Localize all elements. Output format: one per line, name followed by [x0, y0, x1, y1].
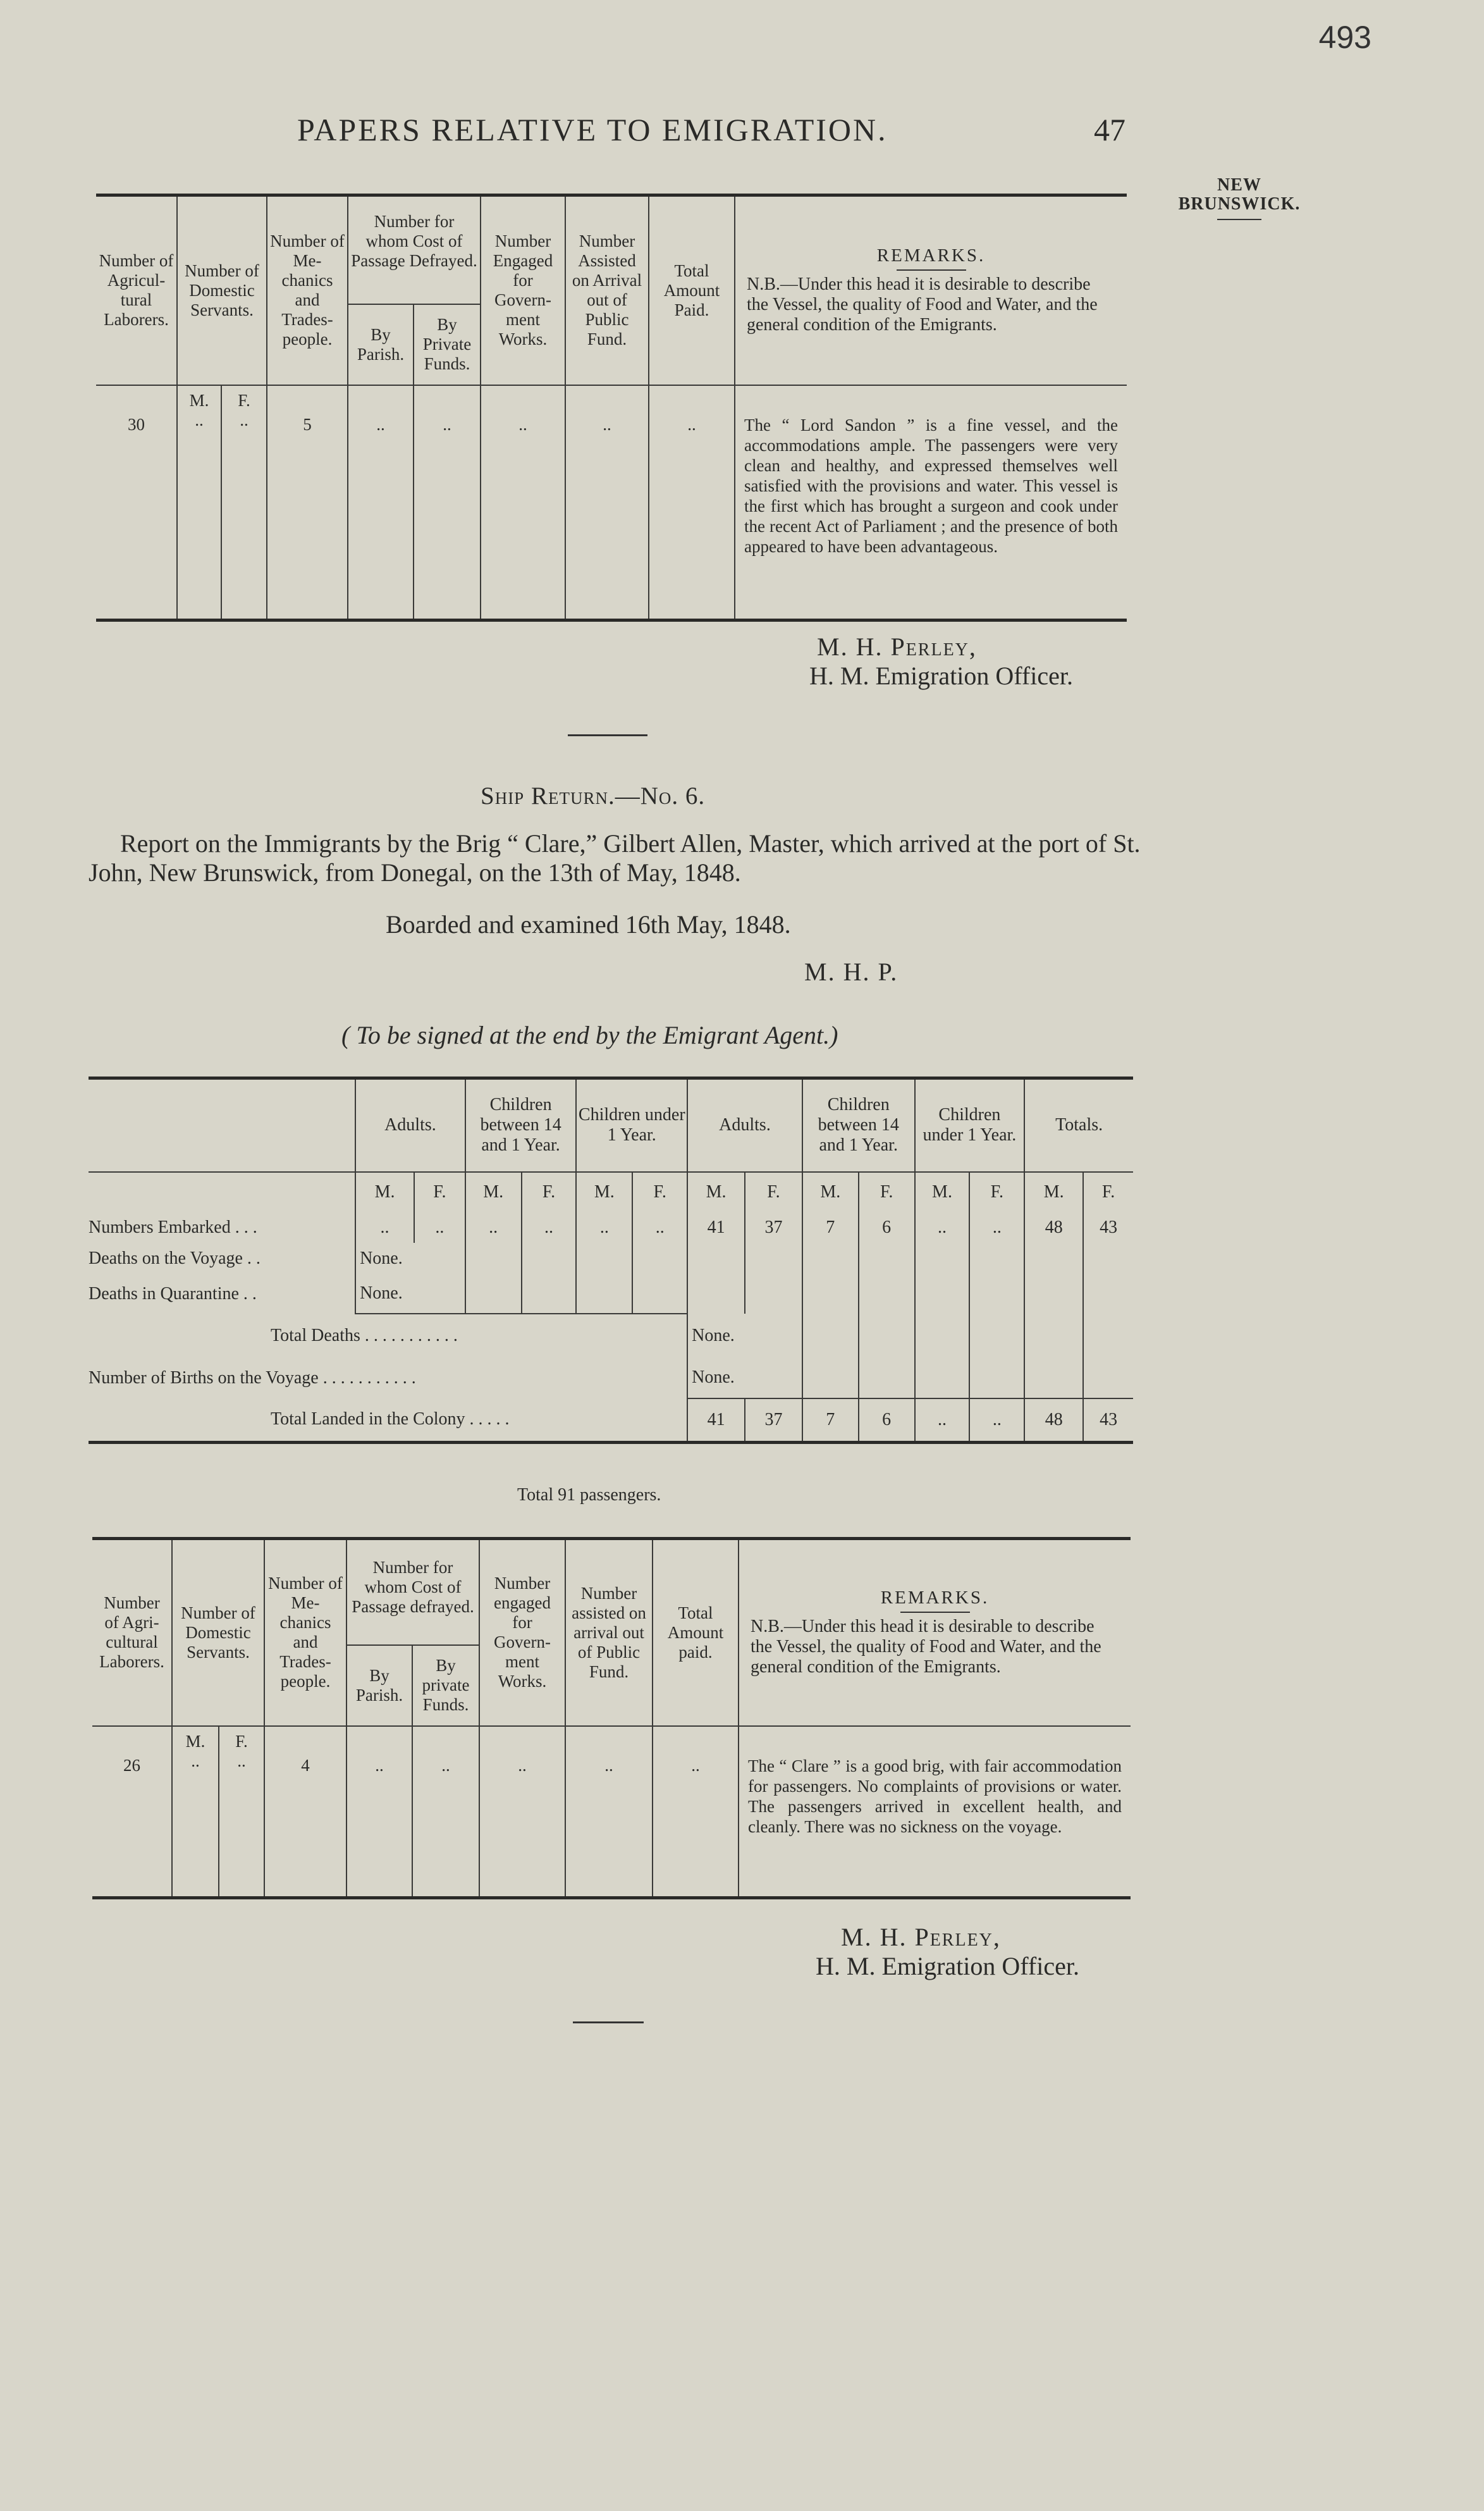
- sub-header: F.: [1083, 1172, 1133, 1212]
- cell-domestic-m-value: ..: [191, 1751, 200, 1770]
- stat-cell: 37: [745, 1212, 802, 1243]
- cell-domestic-m: [177, 385, 221, 620]
- col-passage: Number for whom Cost of Passage defrayed.: [346, 1539, 479, 1645]
- sub-header: F.: [745, 1172, 802, 1212]
- sub-header: M.: [355, 1172, 414, 1212]
- stat-cell: ..: [915, 1398, 970, 1443]
- col-total-amount: Total Amount paid.: [653, 1539, 739, 1726]
- signature-2: [816, 1923, 1079, 1981]
- signature-1-name: M. H. Perley,: [817, 632, 977, 661]
- col-mechanics: Number of Me-chanics and Trades-people.: [264, 1539, 346, 1726]
- cell-agri: 26: [123, 1755, 140, 1775]
- initials: M. H. P.: [804, 958, 898, 986]
- row-births: [89, 1358, 1133, 1398]
- remarks-nb: N.B.—Under this head it is desirable to describe the Vessel, the quality of Food and Water, and the general condition of the Emigrants.: [747, 274, 1098, 335]
- side-note-rule: [1217, 219, 1261, 220]
- total-deaths-value: None.: [687, 1314, 802, 1358]
- stat-cell: 7: [802, 1212, 859, 1243]
- stat-cell: 6: [859, 1212, 915, 1243]
- stat-cell: 37: [745, 1398, 802, 1443]
- cell-private: ..: [412, 1726, 479, 1898]
- col-engaged: Number Engaged for Govern-ment Works.: [481, 195, 565, 385]
- stat-cell: 48: [1024, 1398, 1083, 1443]
- row-label: Number of Births on the Voyage . . . . . . . . . . .: [89, 1367, 416, 1388]
- sub-header-blank: [89, 1172, 355, 1212]
- col-by-parish: By Parish.: [346, 1645, 412, 1726]
- stats-corner: [89, 1078, 355, 1172]
- stats-table: [89, 1077, 1133, 1444]
- cell-domestic-f: [219, 1726, 264, 1898]
- sub-header: M.: [802, 1172, 859, 1212]
- row-landed: [89, 1398, 1133, 1443]
- head-children-14-2: Children between 14 and 1 Year.: [802, 1078, 915, 1172]
- sub-m-label: M.: [189, 390, 209, 410]
- boarded-line: Boarded and examined 16th May, 1848.: [386, 910, 791, 939]
- col-domestic: Number of Domestic Servants.: [172, 1539, 264, 1726]
- row-voyage-deaths: [89, 1243, 1133, 1274]
- stat-cell: ..: [915, 1212, 970, 1243]
- col-engaged: Number engaged for Govern-ment Works.: [479, 1539, 565, 1726]
- cell-remarks: The “ Lord Sandon ” is a fine vessel, and the accommodations ample. The passengers were very clean and healthy, and expressed themselves well satisfied with the provisions and water. This vessel is the first which has brought a surgeon and cook under the recent Act of Parliament ; and the presence of both appeared to have been advantageous.: [735, 385, 1127, 620]
- stat-cell: 48: [1024, 1212, 1083, 1243]
- sub-header: M.: [915, 1172, 970, 1212]
- col-agri: Number of Agri-cultural Laborers.: [92, 1539, 172, 1726]
- col-by-parish: By Parish.: [348, 304, 414, 385]
- section-divider: [568, 734, 647, 736]
- cell-amount: ..: [653, 1726, 739, 1898]
- row-total-deaths: [89, 1314, 1133, 1358]
- cell-domestic-f-value: ..: [237, 1751, 246, 1770]
- col-remarks: [735, 195, 1127, 385]
- col-by-private: By Private Funds.: [414, 304, 481, 385]
- running-title: PAPERS RELATIVE TO EMIGRATION.: [297, 112, 888, 147]
- signature-2-title: H. M. Emigration Officer.: [816, 1952, 1079, 1980]
- agent-note: ( To be signed at the end by the Emigrant Agent.): [341, 1021, 838, 1049]
- side-note: [1163, 176, 1315, 220]
- cell-mechanics: 4: [264, 1726, 346, 1898]
- row-label: Deaths in Quarantine . .: [89, 1283, 257, 1304]
- sub-header: F.: [632, 1172, 687, 1212]
- cell-private: ..: [414, 385, 481, 620]
- col-assisted: Number assisted on arrival out of Public Fund.: [565, 1539, 653, 1726]
- cell-agri: 30: [128, 414, 145, 434]
- remarks-heading: REMARKS.: [738, 246, 1124, 271]
- head-totals: Totals.: [1024, 1078, 1133, 1172]
- cell-parish: ..: [346, 1726, 412, 1898]
- cell-mechanics: 5: [267, 385, 348, 620]
- row-embarked: [89, 1212, 1133, 1243]
- sub-header: F.: [414, 1172, 465, 1212]
- head-children-under-2: Children under 1 Year.: [915, 1078, 1025, 1172]
- remarks-heading: REMARKS.: [742, 1588, 1128, 1613]
- col-mechanics: Number of Me-chanics and Trades-people.: [267, 195, 348, 385]
- stat-cell: ..: [465, 1212, 522, 1243]
- sub-header: F.: [522, 1172, 577, 1212]
- cell-engaged: ..: [479, 1726, 565, 1898]
- side-note-text: NEW BRUNSWICK.: [1178, 175, 1301, 214]
- total-passengers: Total 91 passengers.: [517, 1485, 661, 1505]
- sub-header: F.: [859, 1172, 915, 1212]
- signature-1-title: H. M. Emigration Officer.: [809, 662, 1073, 690]
- stat-cell: 43: [1083, 1212, 1133, 1243]
- row-label: Total Landed in the Colony . . . . .: [271, 1409, 510, 1429]
- stat-cell: ..: [355, 1212, 414, 1243]
- quarantine-deaths-value: None.: [355, 1274, 465, 1314]
- stat-cell: 7: [802, 1398, 859, 1443]
- stat-cell: ..: [576, 1212, 632, 1243]
- ship-return-heading: Ship Return.—No. 6.: [481, 782, 706, 810]
- cell-parish: ..: [348, 385, 414, 620]
- stat-cell: ..: [414, 1212, 465, 1243]
- row-label: Total Deaths . . . . . . . . . . .: [271, 1326, 458, 1345]
- row-label: Numbers Embarked . . .: [89, 1217, 257, 1237]
- stat-cell: ..: [969, 1212, 1024, 1243]
- col-domestic: Number of Domestic Servants.: [177, 195, 267, 385]
- remarks-nb: N.B.—Under this head it is desirable to describe the Vessel, the quality of Food and Water, and the general condition of the Emigrants.: [751, 1616, 1101, 1677]
- stat-cell: 6: [859, 1398, 915, 1443]
- stat-cell: 43: [1083, 1398, 1133, 1443]
- col-total-amount: Total Amount Paid.: [649, 195, 735, 385]
- table-row: [96, 385, 1127, 620]
- births-value: None.: [687, 1358, 802, 1398]
- sub-header: F.: [969, 1172, 1024, 1212]
- page-number: 493: [1318, 20, 1371, 55]
- head-children-under-1: Children under 1 Year.: [576, 1078, 687, 1172]
- head-adults-1: Adults.: [355, 1078, 465, 1172]
- col-passage: Number for whom Cost of Passage Defrayed.: [348, 195, 481, 304]
- cell-domestic-m: [172, 1726, 219, 1898]
- report-paragraph: Report on the Immigrants by the Brig “ Clare,” Gilbert Allen, Master, which arrived at the port of St. John, New Brunswick, from Donegal, on the 13th of May, 1848.: [89, 829, 1141, 887]
- signature-1: [809, 632, 1073, 691]
- sub-header: M.: [465, 1172, 522, 1212]
- sub-header: M.: [1024, 1172, 1083, 1212]
- cell-amount: ..: [649, 385, 735, 620]
- stat-cell: 41: [687, 1212, 745, 1243]
- sub-f-label: F.: [238, 390, 250, 410]
- signature-2-name: M. H. Perley,: [841, 1923, 1001, 1951]
- header-page-number: 47: [1094, 112, 1125, 147]
- return-table-1: [96, 194, 1127, 622]
- sub-header: M.: [687, 1172, 745, 1212]
- cell-engaged: ..: [481, 385, 565, 620]
- col-assisted: Number Assisted on Arrival out of Public Fund.: [565, 195, 649, 385]
- head-children-14-1: Children between 14 and 1 Year.: [465, 1078, 577, 1172]
- stat-cell: ..: [522, 1212, 577, 1243]
- cell-remarks: The “ Clare ” is a good brig, with fair accommodation for passengers. No complaints of provisions or water. The passengers arrived in excellent health, and cleanly. There was no sickness on the voyage.: [739, 1726, 1131, 1898]
- cell-domestic-m-value: ..: [195, 410, 204, 429]
- cell-domestic-f-value: ..: [240, 410, 248, 429]
- row-label: Deaths on the Voyage . .: [89, 1248, 261, 1268]
- stat-cell: ..: [632, 1212, 687, 1243]
- stat-cell: 41: [687, 1398, 745, 1443]
- stat-cell: ..: [969, 1398, 1024, 1443]
- sub-f-label: F.: [235, 1731, 248, 1751]
- col-remarks: [739, 1539, 1131, 1726]
- end-divider: [573, 2021, 644, 2023]
- sub-header: M.: [576, 1172, 632, 1212]
- row-quarantine-deaths: [89, 1274, 1133, 1314]
- cell-assisted: ..: [565, 385, 649, 620]
- col-agri: Number of Agricul-tural Laborers.: [96, 195, 177, 385]
- col-by-private: By private Funds.: [412, 1645, 479, 1726]
- cell-assisted: ..: [565, 1726, 653, 1898]
- table-row: [92, 1726, 1131, 1898]
- cell-domestic-f: [221, 385, 267, 620]
- sub-m-label: M.: [185, 1731, 205, 1751]
- voyage-deaths-value: None.: [355, 1243, 465, 1274]
- return-table-2: [92, 1537, 1131, 1899]
- head-adults-2: Adults.: [687, 1078, 802, 1172]
